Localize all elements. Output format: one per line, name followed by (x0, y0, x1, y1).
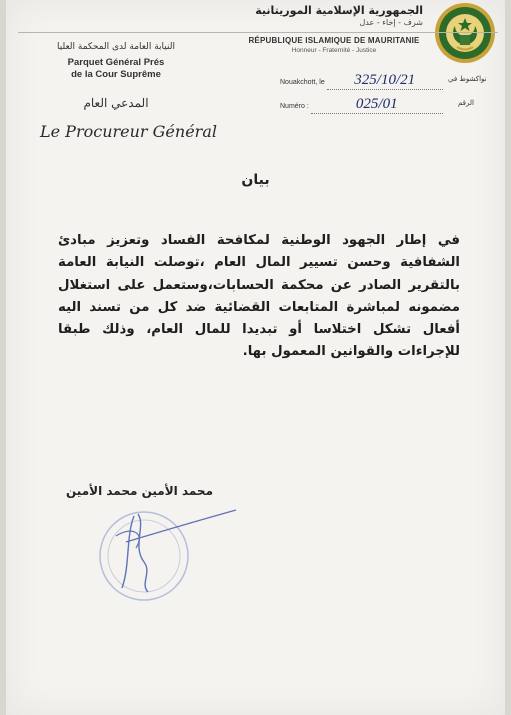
statement-heading: بيان (241, 172, 270, 188)
date-field (280, 72, 443, 90)
official-stamp-signature (86, 496, 246, 606)
french-role: Le Procureur Général (40, 122, 217, 141)
french-institution (46, 57, 186, 81)
french-state-title: RÉPUBLIQUE ISLAMIQUE DE MAURITANIE (248, 36, 420, 45)
arabic-role: المدعي العام (83, 96, 149, 110)
number-field (280, 96, 443, 114)
date-label-arabic: نواكشوط في (448, 75, 487, 83)
document-page (6, 0, 505, 715)
number-label-arabic: الرقم (458, 99, 474, 107)
national-seal-icon (434, 2, 496, 64)
number-value: 025/01 (355, 96, 398, 112)
french-motto: Honneur - Fraternité - Justice (291, 47, 377, 54)
signer-name: محمد الأمين محمد الأمين (66, 484, 213, 498)
arabic-state-title: الجمهورية الإسلامية الموريتانية (255, 4, 423, 17)
arabic-institution: النيابة العامة لدى المحكمة العليا (57, 42, 175, 52)
french-institution-line1: Parquet Général Prés (67, 57, 165, 68)
french-institution-line2: de la Cour Suprême (71, 69, 161, 80)
date-value: 325/10/21 (354, 72, 416, 88)
header-divider (18, 32, 498, 33)
arabic-motto: شرف - إخاء - عدل (359, 18, 423, 27)
number-label: Numéro : (280, 103, 309, 110)
header-right (255, 4, 423, 27)
date-label: Nouakchott, le (280, 79, 325, 86)
statement-body: في إطار الجهود الوطنية لمكافحة الفساد وتعزيز مبادئ الشفافية وحسن تسيير المال العام ،توصلت النيابة العامة بالتقرير الصادر عن محكمة الحسابات،وستعمل على استغلال مضمونه لمباشرة المتابعات القضائية ضد كل من تسند اليه أفعال تشكل اختلاسا أو تبديدا للمال العام، وذلك طبقا للإجراءات والقوانين المعمول بها. (58, 233, 460, 360)
